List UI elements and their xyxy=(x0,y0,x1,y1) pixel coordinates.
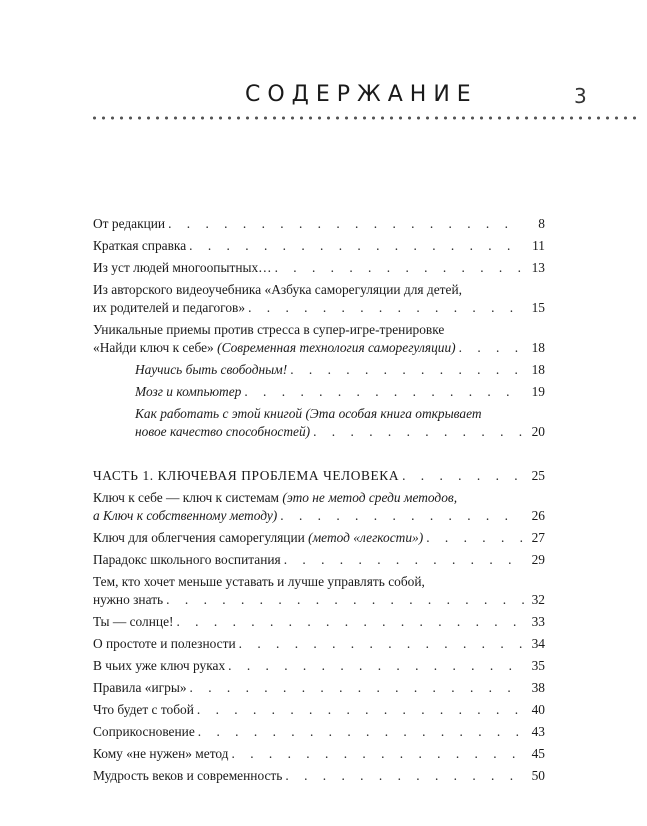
toc-entry-title: Из уст людей многоопытных… xyxy=(93,260,272,275)
toc-entry-title-line2: «Найди ключ к себе» xyxy=(93,340,214,355)
toc-entry-title: Соприкосновение xyxy=(93,724,195,739)
toc-subentry xyxy=(93,361,545,379)
toc-entry-title-line2: нужно знать xyxy=(93,592,164,607)
toc-entry-title-line2: их родителей и педагогов» xyxy=(93,300,246,315)
toc-entry-page: 11 xyxy=(532,238,545,253)
toc-entry-title: Краткая справка xyxy=(93,238,187,253)
dot-leader xyxy=(198,723,524,741)
toc-entry-page: 34 xyxy=(531,636,545,651)
toc-entry-title-line1: Уникальные приемы против стресса в супер-игре-тренировке xyxy=(93,322,445,337)
toc-entry xyxy=(93,635,545,653)
section-gap xyxy=(93,445,545,467)
toc-subentry xyxy=(93,405,545,441)
toc-entry xyxy=(93,551,545,569)
toc-entry xyxy=(93,657,545,675)
toc-entry-title: Научись быть свободным! xyxy=(135,362,288,377)
toc-entry xyxy=(93,321,545,357)
toc-entry-page: 18 xyxy=(531,340,545,355)
toc-entry-subtitle: (это не метод среди методов, xyxy=(282,490,458,505)
toc-entry-page: 20 xyxy=(531,424,545,439)
toc-entry-title: Ты — солнце! xyxy=(93,614,174,629)
toc-entry xyxy=(93,723,545,741)
toc-entry xyxy=(93,573,545,609)
dot-leader xyxy=(248,299,524,317)
toc-entry-title: В чьих уже ключ руках xyxy=(93,658,226,673)
dot-leader xyxy=(426,529,524,547)
dot-leader xyxy=(176,613,524,631)
page-header xyxy=(0,78,647,114)
toc-entry-page: 19 xyxy=(531,384,545,399)
toc-entry xyxy=(93,237,545,255)
dot-leader xyxy=(275,259,524,277)
toc-entry-title: Ключ для облегчения саморегуляции xyxy=(93,530,305,545)
toc-part-title: ЧАСТЬ 1. КЛЮЧЕВАЯ ПРОБЛЕМА ЧЕЛОВЕКА xyxy=(93,468,400,483)
dot-leader xyxy=(190,679,524,697)
toc-entry-subtitle: (Современная технология саморегуляции) xyxy=(217,340,456,355)
toc-entry xyxy=(93,613,545,631)
toc-entry-title: О простоте и полезности xyxy=(93,636,236,651)
toc-entry xyxy=(93,679,545,697)
dot-leader xyxy=(239,635,524,653)
toc-entry-page: 32 xyxy=(531,592,545,607)
toc-entry-page: 25 xyxy=(531,468,545,483)
toc-entry-title-line1: Из авторского видеоучебника «Азбука саморегуляции для детей, xyxy=(93,282,462,297)
toc-entry-title: Мозг и компьютер xyxy=(135,384,242,399)
toc-entry-page: 26 xyxy=(531,508,545,523)
toc-entry-subtitle: (метод «легкости») xyxy=(308,530,424,545)
dot-leader xyxy=(232,745,524,763)
toc-entry xyxy=(93,767,545,785)
dot-leader xyxy=(228,657,524,675)
dot-leader xyxy=(197,701,524,719)
toc-entry xyxy=(93,745,545,763)
toc-entry xyxy=(93,701,545,719)
page-number: 3 xyxy=(574,84,587,108)
toc-entry-title-line1: Тем, кто хочет меньше уставать и лучше управлять собой, xyxy=(93,574,425,589)
toc-entry-page: 27 xyxy=(531,530,545,545)
toc-entry-title: Парадокс школьного воспитания xyxy=(93,552,281,567)
toc-entry xyxy=(93,259,545,277)
dot-leader xyxy=(290,361,524,379)
toc-entry xyxy=(93,489,545,525)
toc-entry-title-line2: а Ключ к собственному методу) xyxy=(93,508,278,523)
toc-entry-page: 45 xyxy=(531,746,545,761)
dot-leader xyxy=(168,215,524,233)
table-of-contents xyxy=(93,215,545,789)
toc-entry-page: 8 xyxy=(538,216,545,231)
toc-entry-page: 33 xyxy=(531,614,545,629)
toc-entry-page: 38 xyxy=(531,680,545,695)
dot-leader xyxy=(166,591,524,609)
toc-entry-page: 43 xyxy=(531,724,545,739)
toc-entry-title: От редакции xyxy=(93,216,166,231)
toc-entry-title-line1: Как работать с этой книгой (Эта особая книга открывает xyxy=(135,406,482,421)
toc-subentry xyxy=(93,383,545,401)
toc-entry-title: Кому «не нужен» метод xyxy=(93,746,229,761)
dot-leader xyxy=(189,237,524,255)
toc-entry-page: 15 xyxy=(531,300,545,315)
toc-entry-page: 13 xyxy=(531,260,545,275)
toc-entry-page: 18 xyxy=(531,362,545,377)
toc-entry-title: Что будет с тобой xyxy=(93,702,194,717)
toc-entry-title: Мудрость веков и современность xyxy=(93,768,283,783)
toc-entry-page: 50 xyxy=(531,768,545,783)
dot-leader xyxy=(284,551,524,569)
toc-entry xyxy=(93,529,545,547)
dot-leader xyxy=(402,467,524,485)
toc-entry-title: Правила «игры» xyxy=(93,680,187,695)
toc-entry-page: 35 xyxy=(531,658,545,673)
toc-entry-page: 40 xyxy=(531,702,545,717)
dot-leader xyxy=(313,423,524,441)
dot-leader xyxy=(459,339,524,357)
toc-entry-title-line2: новое качество способностей) xyxy=(135,424,311,439)
dot-leader xyxy=(244,383,524,401)
toc-entry xyxy=(93,281,545,317)
dotted-divider xyxy=(90,115,640,121)
toc-entry-title-line1: Ключ к себе — ключ к системам xyxy=(93,490,280,505)
dot-leader xyxy=(285,767,524,785)
dot-leader xyxy=(280,507,524,525)
page-title: СОДЕРЖАНИЕ xyxy=(245,82,478,107)
toc-entry xyxy=(93,215,545,233)
toc-part-heading xyxy=(93,467,545,485)
toc-entry-page: 29 xyxy=(531,552,545,567)
